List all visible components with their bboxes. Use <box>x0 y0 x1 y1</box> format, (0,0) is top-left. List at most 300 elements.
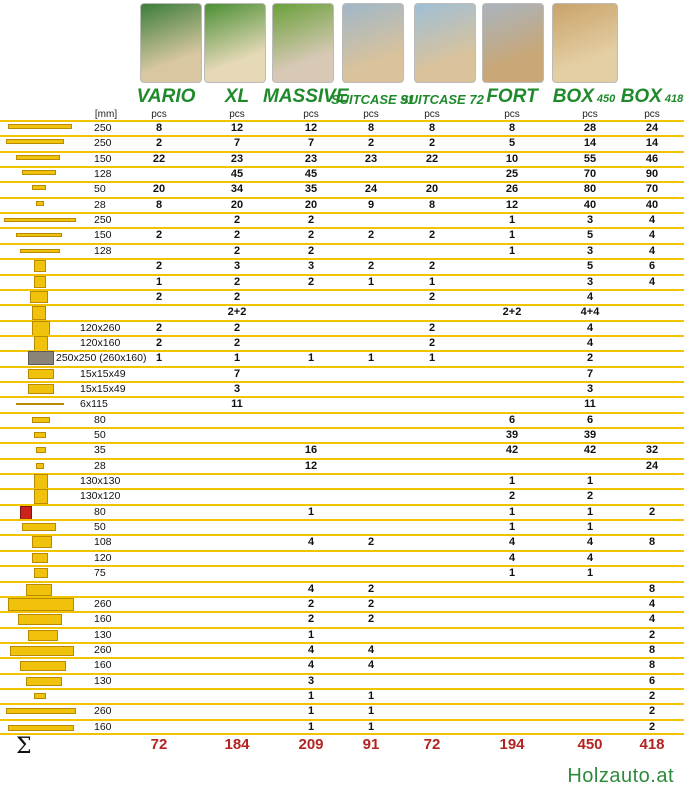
qty-box450: 3 <box>586 214 594 227</box>
qty-massive: 23 <box>304 152 318 165</box>
part-icon <box>36 447 46 453</box>
part-size: 250 <box>94 122 112 134</box>
product-name-text: SUITCASE 72 <box>400 92 484 107</box>
part-icon <box>34 693 46 699</box>
qty-suitcase91: 4 <box>367 643 375 656</box>
qty-fort: 1 <box>508 521 516 534</box>
qty-fort: 10 <box>505 152 519 165</box>
part-size: 150 <box>94 152 112 165</box>
unit-header-vario: pcs <box>151 109 167 120</box>
qty-massive: 4 <box>307 643 315 656</box>
part-size: 260 <box>94 643 112 656</box>
qty-box450: 55 <box>583 152 597 165</box>
table-row <box>0 519 684 534</box>
qty-massive: 12 <box>304 122 318 134</box>
qty-massive: 4 <box>307 582 315 595</box>
qty-box418: 2 <box>648 628 656 641</box>
table-row <box>0 657 684 672</box>
qty-box450: 11 <box>584 398 596 411</box>
qty-suitcase91: 2 <box>367 582 375 595</box>
qty-box450: 4 <box>586 536 594 549</box>
qty-suitcase72: 2 <box>428 229 436 242</box>
qty-suitcase72: 1 <box>428 352 436 365</box>
total-massive: 209 <box>298 736 324 753</box>
qty-xl: 2 <box>233 244 241 257</box>
part-size: 250x250 (260x160) <box>56 352 147 365</box>
qty-box418: 6 <box>648 674 656 687</box>
qty-box418: 4 <box>648 613 656 626</box>
qty-suitcase72: 2 <box>428 137 436 150</box>
qty-xl: 11 <box>231 398 243 411</box>
qty-massive: 2 <box>307 275 315 288</box>
qty-fort: 1 <box>508 244 516 257</box>
part-icon <box>6 139 64 144</box>
part-icon <box>32 417 50 423</box>
part-size: 6x115 <box>80 398 108 411</box>
qty-box450: 5 <box>586 229 594 242</box>
part-size: 150 <box>94 229 112 242</box>
qty-box450: 4 <box>586 290 594 303</box>
sum-symbol: Σ <box>16 734 32 759</box>
qty-xl: 20 <box>230 198 244 211</box>
totals-divider <box>0 733 684 735</box>
qty-box450: 4 <box>586 551 594 564</box>
product-name-box418 <box>612 86 684 108</box>
part-size: 160 <box>94 613 112 626</box>
qty-massive: 3 <box>307 260 315 273</box>
unit-header-fort: pcs <box>504 109 520 120</box>
qty-suitcase72: 8 <box>428 198 436 211</box>
total-vario: 72 <box>150 736 168 753</box>
qty-box450: 3 <box>586 382 594 395</box>
product-name-text: MASSIVE <box>263 86 349 107</box>
qty-box418: 2 <box>648 689 656 702</box>
qty-vario: 1 <box>155 275 163 288</box>
qty-suitcase72: 1 <box>428 275 436 288</box>
brand-watermark[interactable]: Holzauto.at <box>567 765 674 787</box>
part-size: 250 <box>94 137 112 150</box>
qty-box450: 6 <box>586 413 594 426</box>
table-row <box>0 596 684 611</box>
part-icon <box>34 489 48 504</box>
part-icon <box>26 584 52 596</box>
part-size: 260 <box>94 705 112 718</box>
product-name-text: BOX <box>552 86 594 107</box>
qty-massive: 7 <box>307 137 315 150</box>
part-icon <box>22 523 56 531</box>
part-icon <box>28 351 54 365</box>
qty-vario: 22 <box>152 152 166 165</box>
table-row <box>0 320 684 335</box>
part-icon <box>36 201 44 206</box>
total-box450: 450 <box>577 736 603 753</box>
qty-fort: 1 <box>508 214 516 227</box>
unit-header-suitcase91: pcs <box>363 109 379 120</box>
qty-xl: 7 <box>233 137 241 150</box>
part-icon <box>28 369 54 379</box>
qty-box418: 4 <box>648 214 656 227</box>
part-size: 108 <box>94 536 112 549</box>
total-suitcase91: 91 <box>362 736 380 753</box>
part-size: 120 <box>94 551 112 564</box>
qty-massive: 45 <box>304 168 318 181</box>
product-name-text: BOX <box>620 86 662 107</box>
qty-massive: 1 <box>307 689 315 702</box>
qty-fort: 2 <box>508 490 516 503</box>
table-row <box>0 396 684 411</box>
qty-suitcase91: 2 <box>367 613 375 626</box>
qty-suitcase72: 8 <box>428 122 436 134</box>
part-icon <box>10 646 74 656</box>
table-row <box>0 627 684 642</box>
table-row <box>0 534 684 549</box>
qty-xl: 34 <box>230 183 244 196</box>
qty-xl: 2 <box>233 290 241 303</box>
qty-suitcase91: 1 <box>367 720 375 733</box>
qty-fort: 2+2 <box>502 306 522 319</box>
qty-box450: 4 <box>586 336 594 349</box>
total-fort: 194 <box>499 736 525 753</box>
table-row <box>0 274 684 289</box>
table-row <box>0 335 684 350</box>
part-size: 130 <box>94 674 112 687</box>
qty-vario: 1 <box>155 352 163 365</box>
part-size: 130x120 <box>80 490 121 503</box>
qty-massive: 1 <box>307 352 315 365</box>
qty-box450: 5 <box>586 260 594 273</box>
part-icon <box>20 661 66 671</box>
part-size: 50 <box>94 183 106 196</box>
qty-vario: 20 <box>152 183 166 196</box>
qty-box450: 4 <box>586 321 594 334</box>
qty-suitcase72: 2 <box>428 321 436 334</box>
table-row <box>0 442 684 457</box>
qty-box450: 7 <box>586 367 594 380</box>
product-image-vario <box>140 3 202 83</box>
qty-box450: 1 <box>586 505 594 518</box>
qty-suitcase72: 22 <box>425 152 439 165</box>
qty-box418: 2 <box>648 705 656 718</box>
qty-box418: 24 <box>645 122 659 134</box>
qty-fort: 1 <box>508 567 516 580</box>
qty-massive: 2 <box>307 597 315 610</box>
qty-box418: 32 <box>645 444 659 457</box>
unit-header-box418: pcs <box>644 109 660 120</box>
qty-xl: 2 <box>233 336 241 349</box>
qty-fort: 12 <box>505 198 519 211</box>
table-row <box>0 565 684 580</box>
part-icon <box>28 630 58 641</box>
qty-box418: 4 <box>648 597 656 610</box>
product-image-box450 <box>552 3 618 83</box>
qty-suitcase91: 9 <box>367 198 375 211</box>
table-row <box>0 166 684 181</box>
qty-fort: 25 <box>505 168 519 181</box>
qty-vario: 2 <box>155 137 163 150</box>
table-row <box>0 151 684 166</box>
part-icon <box>16 155 60 160</box>
qty-box418: 2 <box>648 720 656 733</box>
qty-fort: 4 <box>508 536 516 549</box>
table-row <box>0 181 684 196</box>
qty-xl: 2 <box>233 214 241 227</box>
row-divider <box>0 581 684 583</box>
qty-suitcase91: 1 <box>367 352 375 365</box>
qty-xl: 7 <box>233 367 241 380</box>
qty-box450: 3 <box>586 275 594 288</box>
qty-massive: 1 <box>307 628 315 641</box>
qty-box450: 80 <box>583 183 597 196</box>
part-icon <box>26 677 62 686</box>
table-row <box>0 673 684 688</box>
part-size: 50 <box>94 521 106 534</box>
qty-massive: 16 <box>304 444 318 457</box>
qty-massive: 2 <box>307 214 315 227</box>
table-row <box>0 212 684 227</box>
part-size: 28 <box>94 459 106 472</box>
part-icon <box>34 568 48 578</box>
qty-box450: 70 <box>583 168 597 181</box>
qty-suitcase91: 23 <box>364 152 378 165</box>
qty-fort: 1 <box>508 475 516 488</box>
qty-box450: 2 <box>586 352 594 365</box>
qty-box418: 2 <box>648 505 656 518</box>
qty-fort: 8 <box>508 122 516 134</box>
part-icon <box>34 336 48 351</box>
qty-massive: 4 <box>307 659 315 672</box>
product-name-vario <box>126 86 206 108</box>
part-icon <box>22 170 56 175</box>
qty-box450: 40 <box>583 198 597 211</box>
part-size: 120x260 <box>80 321 121 334</box>
table-row <box>0 197 684 212</box>
part-size: 35 <box>94 444 106 457</box>
part-icon <box>32 306 46 320</box>
part-icon <box>36 463 44 469</box>
product-image-suitcase72 <box>414 3 476 83</box>
qty-massive: 20 <box>304 198 318 211</box>
qty-suitcase91: 8 <box>367 122 375 134</box>
table-row <box>0 473 684 488</box>
qty-box450: 1 <box>586 475 594 488</box>
qty-box450: 2 <box>586 490 594 503</box>
qty-fort: 6 <box>508 413 516 426</box>
qty-fort: 4 <box>508 551 516 564</box>
table-row <box>0 611 684 626</box>
qty-massive: 3 <box>307 674 315 687</box>
product-image-fort <box>482 3 544 83</box>
part-icon <box>4 218 76 222</box>
table-row <box>0 366 684 381</box>
row-divider <box>0 688 684 690</box>
total-xl: 184 <box>224 736 250 753</box>
product-name-suffix: 450 <box>593 93 616 105</box>
qty-suitcase91: 2 <box>367 536 375 549</box>
table-row <box>0 642 684 657</box>
part-icon <box>32 536 52 548</box>
qty-suitcase72: 2 <box>428 290 436 303</box>
table-row <box>0 258 684 273</box>
product-name-text: VARIO <box>136 86 196 107</box>
part-size: 15x15x49 <box>80 367 126 380</box>
qty-xl: 3 <box>233 382 241 395</box>
qty-vario: 2 <box>155 260 163 273</box>
qty-suitcase91: 2 <box>367 229 375 242</box>
part-size: 130x130 <box>80 475 121 488</box>
qty-box418: 8 <box>648 659 656 672</box>
qty-massive: 2 <box>307 229 315 242</box>
table-row <box>0 289 684 304</box>
qty-box418: 90 <box>645 168 659 181</box>
qty-box418: 8 <box>648 536 656 549</box>
product-name-fort <box>472 86 552 108</box>
table-row <box>0 581 684 596</box>
qty-box418: 8 <box>648 643 656 656</box>
qty-box450: 28 <box>583 122 597 134</box>
product-image-massive <box>272 3 334 83</box>
qty-suitcase91: 1 <box>367 705 375 718</box>
qty-suitcase91: 2 <box>367 260 375 273</box>
part-icon <box>32 321 50 336</box>
table-row <box>0 550 684 565</box>
qty-suitcase91: 1 <box>367 689 375 702</box>
qty-vario: 2 <box>155 229 163 242</box>
qty-suitcase91: 24 <box>364 183 378 196</box>
qty-box418: 6 <box>648 260 656 273</box>
part-size: 50 <box>94 429 106 441</box>
qty-box418: 24 <box>645 459 659 472</box>
total-suitcase72: 72 <box>423 736 441 753</box>
part-size: 28 <box>94 198 106 211</box>
part-icon <box>34 260 46 272</box>
part-icon <box>34 432 46 438</box>
product-name-text: FORT <box>486 86 538 107</box>
part-size: 130 <box>94 628 112 641</box>
qty-vario: 2 <box>155 290 163 303</box>
qty-suitcase91: 4 <box>367 659 375 672</box>
unit-header-massive: pcs <box>303 109 319 120</box>
product-name-suitcase72 <box>400 92 484 107</box>
table-row <box>0 488 684 503</box>
unit-header-suitcase72: pcs <box>424 109 440 120</box>
table-row <box>0 120 684 135</box>
product-image-xl <box>204 3 266 83</box>
qty-box450: 14 <box>583 137 597 150</box>
product-name-suffix: 418 <box>661 93 684 105</box>
part-icon <box>8 725 74 731</box>
qty-xl: 2 <box>233 229 241 242</box>
unit-label-mm: [mm] <box>94 109 118 120</box>
part-icon <box>20 249 60 253</box>
table-row <box>0 703 684 718</box>
table-row <box>0 688 684 703</box>
qty-suitcase72: 2 <box>428 260 436 273</box>
table-row <box>0 135 684 150</box>
qty-massive: 35 <box>304 183 318 196</box>
part-size: 80 <box>94 413 106 426</box>
table-row <box>0 719 684 734</box>
qty-suitcase91: 1 <box>367 275 375 288</box>
part-icon <box>28 384 54 394</box>
qty-box418: 40 <box>645 198 659 211</box>
qty-suitcase72: 20 <box>425 183 439 196</box>
qty-box418: 4 <box>648 244 656 257</box>
part-size: 75 <box>94 567 106 580</box>
qty-fort: 39 <box>505 429 519 441</box>
table-row <box>0 304 684 319</box>
qty-box450: 3 <box>586 244 594 257</box>
unit-header-xl: pcs <box>229 109 245 120</box>
product-name-text: SUITCASE 91 <box>331 92 415 107</box>
qty-massive: 2 <box>307 244 315 257</box>
part-size: 260 <box>94 597 112 610</box>
qty-box418: 8 <box>648 582 656 595</box>
table-row <box>0 381 684 396</box>
part-icon <box>32 185 46 190</box>
qty-box450: 1 <box>586 521 594 534</box>
qty-fort: 1 <box>508 505 516 518</box>
qty-xl: 3 <box>233 260 241 273</box>
qty-box418: 4 <box>648 229 656 242</box>
table-row <box>0 227 684 242</box>
qty-box418: 46 <box>645 152 659 165</box>
qty-massive: 2 <box>307 613 315 626</box>
part-size: 160 <box>94 720 112 733</box>
part-icon <box>6 708 76 714</box>
qty-massive: 1 <box>307 705 315 718</box>
qty-xl: 2+2 <box>227 306 247 319</box>
qty-box418: 4 <box>648 275 656 288</box>
part-size: 128 <box>94 168 112 181</box>
part-size: 128 <box>94 244 112 257</box>
qty-suitcase91: 2 <box>367 137 375 150</box>
part-icon <box>34 276 46 288</box>
qty-box418: 70 <box>645 183 659 196</box>
unit-header-box450: pcs <box>582 109 598 120</box>
part-size: 120x160 <box>80 336 121 349</box>
qty-xl: 23 <box>230 152 244 165</box>
qty-vario: 8 <box>155 198 163 211</box>
part-size: 80 <box>94 505 106 518</box>
part-icon <box>8 598 74 611</box>
table-row <box>0 427 684 442</box>
qty-box418: 14 <box>645 137 659 150</box>
product-image-suitcase91 <box>342 3 404 83</box>
part-size: 250 <box>94 214 112 227</box>
part-icon <box>8 124 72 129</box>
qty-suitcase72: 2 <box>428 336 436 349</box>
qty-vario: 2 <box>155 336 163 349</box>
qty-fort: 26 <box>505 183 519 196</box>
product-name-suitcase91 <box>331 92 415 107</box>
qty-box450: 39 <box>583 429 597 441</box>
qty-box450: 4+4 <box>580 306 600 319</box>
qty-massive: 4 <box>307 536 315 549</box>
qty-xl: 45 <box>230 168 244 181</box>
qty-massive: 12 <box>304 459 318 472</box>
part-icon <box>32 553 48 563</box>
part-icon <box>16 403 64 405</box>
qty-xl: 1 <box>233 352 241 365</box>
part-icon <box>18 614 62 625</box>
total-box418: 418 <box>639 736 665 753</box>
table-row <box>0 412 684 427</box>
part-icon <box>20 506 32 520</box>
qty-fort: 1 <box>508 229 516 242</box>
qty-box450: 42 <box>583 444 597 457</box>
qty-massive: 1 <box>307 505 315 518</box>
table-row <box>0 243 684 258</box>
